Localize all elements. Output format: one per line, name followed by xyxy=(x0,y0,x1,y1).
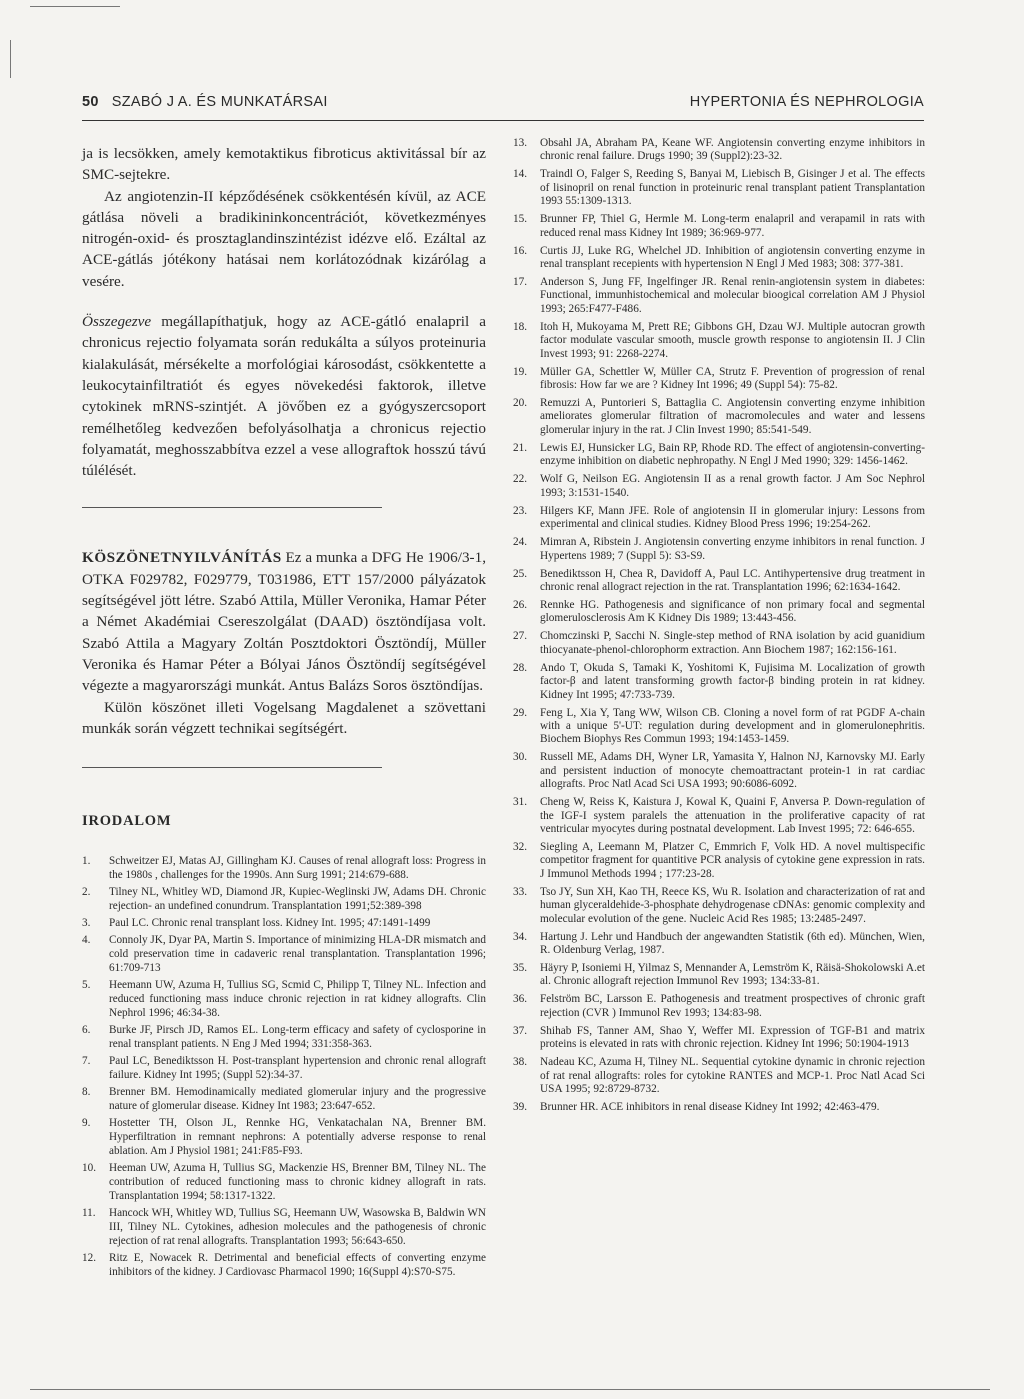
reference-item xyxy=(82,854,486,882)
reference-text: Shihab FS, Tanner AM, Shao Y, Weffer MI. Expression of TGF-B1 and matrix proteins is elevated in rats with chronic rejection. Kidney Int 1996; 50:1904-1913 xyxy=(540,1024,925,1051)
page-number: 50 xyxy=(82,94,99,110)
reference-item xyxy=(513,841,925,881)
reference-text: Curtis JJ, Luke RG, Whelchel JD. Inhibition of angiotensin converting enzyme in renal transplant recepients with hypertension N Engl J Med 1983; 308: 377-381. xyxy=(540,244,925,271)
reference-item xyxy=(513,751,925,791)
reference-number: 16. xyxy=(513,244,528,257)
reference-item xyxy=(513,1101,925,1114)
reference-text: Ando T, Okuda S, Tamaki K, Yoshitomi K, Fujisima M. Localization of growth factor-β and latent transforming growth factor-β binding protein in rat kidney. Kidney Int 1995; 47:733-739. xyxy=(540,661,925,701)
reference-item xyxy=(513,536,925,563)
divider-rule-2 xyxy=(82,767,382,768)
reference-number: 6. xyxy=(82,1024,91,1037)
reference-number: 32. xyxy=(513,840,528,853)
reference-text: Connoly JK, Dyar PA, Martin S. Importance of minimizing HLA-DR mismatch and cold preservation time in cadaveric renal transplantation. Transplantation 1996; 61:709-713 xyxy=(109,934,486,975)
reference-text: Russell ME, Adams DH, Wyner LR, Yamasita Y, Halnon NJ, Karnovsky MJ. Early and persistent induction of monocyte chemoattractant protein-1 in rat cardiac allografts. Proc Natl Acad Sci USA 1993; 90:6086-6092. xyxy=(540,751,925,791)
reference-text: Schweitzer EJ, Matas AJ, Gillingham KJ. Causes of renal allograft loss: Progress in the 1980s , challenges for the 1990s. Ann Surg 1991; 214:679-688. xyxy=(109,855,486,882)
reference-text: Rennke HG. Pathogenesis and significance of non primary focal and segmental glomerulosclerosis Am K Kidney Dis 1989; 13:443-456. xyxy=(540,598,925,625)
reference-number: 30. xyxy=(513,751,528,764)
references-list-right xyxy=(513,137,925,1114)
reference-item xyxy=(513,796,925,836)
reference-number: 8. xyxy=(82,1086,91,1099)
reference-text: Nadeau KC, Azuma H, Tilney NL. Sequential cytokine dynamic in chronic rejection of rat renal allografts: roles for cytokine RANTES and MCP-1. Proc Natl Acad Sci USA 1995; 92:8729-8732. xyxy=(540,1056,925,1096)
reference-item xyxy=(513,707,925,747)
acknowledgement-paragraph-2: Külön köszönet illeti Vogelsang Magdalenet a szövettani munkák során végzett technikai segítségért. xyxy=(82,698,486,737)
reference-item xyxy=(513,962,925,989)
reference-item xyxy=(513,442,925,469)
reference-number: 23. xyxy=(513,504,528,517)
reference-item xyxy=(513,662,925,702)
reference-item xyxy=(82,1023,486,1051)
reference-item xyxy=(82,1085,486,1113)
reference-text: Burke JF, Pirsch JD, Ramos EL. Long-term efficacy and safety of cyclosporine in renal transplant patients. N Eng J Med 1994; 331:358-363. xyxy=(109,1024,486,1051)
divider-rule-1 xyxy=(82,507,382,508)
reference-text: Hostetter TH, Olson JL, Rennke HG, Venkatachalan NA, Brenner BM. Hyperfiltration in remnant nephrons: A potentially adverse response to renal ablation. Am J Physiol 1981; 241:F85-F93. xyxy=(109,1117,486,1158)
reference-text: Heeman UW, Azuma H, Tullius SG, Mackenzie HS, Brenner BM, Tilney NL. The contribution of reduced functioning mass to chronic kidney allograft in rats. Transplantation 1994; 58:1317-1322. xyxy=(109,1162,486,1203)
reference-text: Häyry P, Isoniemi H, Yilmaz S, Mennander A, Lemström K, Räisä-Shokolowski A.et al. Chronic allograft rejection Immunol Rev 1993; 134:33-81. xyxy=(540,962,925,988)
reference-item xyxy=(513,168,925,208)
reference-number: 34. xyxy=(513,930,528,943)
reference-item xyxy=(82,1206,486,1248)
reference-text: Brunner FP, Thiel G, Hermle M. Long-term enalapril and verapamil in rats with reduced renal mass Kidney Int 1989; 36:969-977. xyxy=(540,213,925,239)
reference-text: Anderson S, Jung FF, Ingelfinger JR. Renal renin-angiotensin system in diabetes: Functional, immunhistochemical and molecular bioogical correlation AM J Physiol 1993; 265:F477-F486. xyxy=(540,276,925,315)
reference-number: 17. xyxy=(513,276,528,289)
acknowledgement-text: Ez a munka a DFG He 1906/3-1, OTKA F029782, F029779, T031986, ETT 157/2000 pályázatok segítségével jött létre. Szabó Attila, Müller Veronika, Hamar Péter a Német Akadémiai Csereszolgálat (DAAD) ösztöndíjasa volt. Szabó Attila a Magyary Zoltán Posztdoktori Ösztöndíj, Müller Veronika és Hamar Péter a Bólyai János Ösztöndíj segítségével végezte a magyarországi munkát. Antus Balázs Soros ösztöndíjas. xyxy=(82,549,486,695)
reference-text: Remuzzi A, Puntorieri S, Battaglia C. Angiotensin converting enzyme inhibition ameliorates glomerular filtration of macromolecules and water and lessens glomerular injury in the rat. J Clin Invest 1990; 85:541-549. xyxy=(540,397,925,436)
body-paragraph-1: ja is lecsökken, amely kemotaktikus fibroticus aktivitással bír az SMC-sejtekre. xyxy=(82,145,486,184)
reference-text: Felström BC, Larsson E. Pathogenesis and treatment prospectives of chronic graft rejection (CVR ) Immunol Rev 1993; 134:83-98. xyxy=(540,993,925,1019)
reference-item xyxy=(513,886,925,926)
reference-text: Hartung J. Lehr und Handbuch der angewandten Statistik (6th ed). München, Wien, R. Oldenburg Verlag, 1987. xyxy=(540,930,925,956)
reference-number: 28. xyxy=(513,661,528,674)
acknowledgement-title: KÖSZÖNETNYILVÁNÍTÁS xyxy=(82,549,282,567)
reference-text: Feng L, Xia Y, Tang WW, Wilson CB. Cloning a novel form of rat PGDF A-chain with a unique 5'-UT: regulation during development and in glomerulonephritis. Biochem Biophys Res Commun 1993; 194:1453-1459. xyxy=(540,706,925,746)
left-column xyxy=(82,143,486,1282)
reference-number: 31. xyxy=(513,796,528,809)
reference-number: 15. xyxy=(513,213,528,226)
scan-margin-line xyxy=(10,40,11,78)
reference-number: 24. xyxy=(513,536,528,549)
reference-text: Ritz E, Nowacek R. Detrimental and beneficial effects of converting enzyme inhibitors of the kidney. J Cardiovasc Pharmacol 1990; 16(Suppl 4):S70-S75. xyxy=(109,1252,486,1279)
reference-number: 22. xyxy=(513,473,528,486)
reference-item xyxy=(513,397,925,437)
reference-item xyxy=(82,1116,486,1158)
header-authors: SZABÓ J A. ÉS MUNKATÁRSAI xyxy=(111,94,328,110)
reference-text: Brunner HR. ACE inhibitors in renal disease Kidney Int 1992; 42:463-479. xyxy=(540,1101,880,1114)
scan-bottom-line xyxy=(30,1389,990,1390)
reference-number: 38. xyxy=(513,1056,528,1069)
reference-item xyxy=(513,1056,925,1096)
reference-item xyxy=(513,213,925,240)
reference-text: Hancock WH, Whitley WD, Tullius SG, Heemann UW, Wasowska B, Baldwin WN III, Tilney NL. Cytokines, adhesion molecules and the pathogenesis of chronic rejection of rat renal allografts. Transplantation 1993; 56:643-650. xyxy=(109,1207,486,1248)
reference-text: Müller GA, Schettler W, Müller CA, Strutz F. Prevention of progression of renal fibrosis: How far we are ? Kidney Int 1996; 49 (Suppl 54): 75-82. xyxy=(540,365,925,392)
reference-text: Chomczinski P, Sacchi N. Single-step method of RNA isolation by acid guanidium thiocyanate-phenol-chlorophorm extraction. Ann Biochem 1987; 162:156-161. xyxy=(540,630,925,656)
reference-item xyxy=(82,933,486,975)
reference-item xyxy=(82,978,486,1020)
reference-text: Heemann UW, Azuma H, Tullius SG, Scmid C, Philipp T, Tilney NL. Infection and reduced functioning mass induce chronic rejection in rat kidney allografts. Clin Nephrol 1996; 46:34-38. xyxy=(109,979,486,1020)
reference-number: 26. xyxy=(513,598,528,611)
reference-text: Paul LC. Chronic renal transplant loss. Kidney Int. 1995; 47:1491-1499 xyxy=(109,917,431,930)
reference-text: Lewis EJ, Hunsicker LG, Bain RP, Rhode RD. The effect of angiotensin-converting-enzyme inhibition on diabetic nephropathy. N Engl J Med 1990; 329: 1456-1462. xyxy=(540,441,925,468)
reference-number: 19. xyxy=(513,365,528,378)
reference-item xyxy=(82,1161,486,1203)
reference-number: 3. xyxy=(82,917,91,930)
reference-number: 29. xyxy=(513,706,528,719)
reference-text: Wolf G, Neilson EG. Angiotensin II as a renal growth factor. J Am Soc Nephrol 1993; 3:1531-1540. xyxy=(540,473,925,499)
reference-item xyxy=(513,473,925,500)
reference-number: 21. xyxy=(513,441,528,454)
reference-item xyxy=(513,568,925,595)
reference-text: Mimran A, Ribstein J. Angiotensin converting enzyme inhibitors in renal function. J Hypertens 1989; 7 (Suppl 5): S3-S9. xyxy=(540,536,925,562)
reference-item xyxy=(513,505,925,532)
reference-item xyxy=(513,276,925,316)
reference-number: 7. xyxy=(82,1055,91,1068)
reference-text: Paul LC, Benediktsson H. Post-transplant hypertension and chronic renal allograft failure. Kidney Int 1995; (Suppl 52):34-37. xyxy=(109,1055,486,1082)
acknowledgement-paragraph xyxy=(82,547,486,696)
reference-number: 13. xyxy=(513,137,528,149)
reference-number: 35. xyxy=(513,962,528,974)
right-column xyxy=(513,137,925,1119)
reference-number: 36. xyxy=(513,993,528,1006)
reference-number: 14. xyxy=(513,168,528,181)
reference-item xyxy=(513,993,925,1020)
reference-text: Tso JY, Sun XH, Kao TH, Reece KS, Wu R. Isolation and characterization of rat and human glyceraldehide-3-phosphate dehydrogenase cDNAs: genomic complexity and molecular evolution of the gene. Nucleic Acid Res 1985; 13:2485-2497. xyxy=(540,885,925,925)
references-title: IRODALOM xyxy=(82,813,172,830)
reference-item xyxy=(82,1054,486,1082)
reference-item xyxy=(513,931,925,958)
body-paragraph-2: Az angiotenzin-II képződésének csökkentésén kívül, az ACE gátlása növeli a bradikininkoncentrációt, következményes nitrogén-oxid- és prosztaglandinszintézist idézve elő. Ezáltal az ACE-gátlás jótékony hatásai nem korlátozódnak kizárólag a vesére. xyxy=(82,187,486,290)
reference-number: 1. xyxy=(82,855,91,868)
reference-item xyxy=(82,916,486,930)
summary-text: megállapíthatjuk, hogy az ACE-gátló enalapril a chronicus rejectio folyamata során redukálta a súlyos proteinuria kialakulását, mérsékelte a morfológiai károsodást, csökkentette a leukocytainfiltratiót és egyes növekedési faktorok, illetve cytokinek mRNS-szintjét. A jövőben ez a gyógyszercsoport remélhetőleg kedvezően befolyásolhatja a chronicus rejectio folyamatát, meghosszabbítva ezzel a vese allograftok hosszú távú túlélését. xyxy=(82,313,486,480)
reference-text: Obsahl JA, Abraham PA, Keane WF. Angiotensin converting enzyme inhibitors in chronic renal failure. Drugs 1990; 39 (Suppl2):23-32. xyxy=(540,137,925,163)
reference-item xyxy=(513,137,925,164)
reference-item xyxy=(82,1251,486,1279)
reference-number: 9. xyxy=(82,1117,91,1130)
reference-number: 18. xyxy=(513,320,528,333)
reference-number: 39. xyxy=(513,1101,528,1114)
reference-item xyxy=(82,885,486,913)
header-left xyxy=(82,94,328,110)
summary-paragraph xyxy=(82,311,486,481)
reference-number: 12. xyxy=(82,1252,96,1265)
reference-text: Siegling A, Leemann M, Platzer C, Emmrich F, Volk HD. A novel multispecific competitor fragment for quantitive PCR analysis of cytokine gene expression in rats. J Immunol Methods 1994 ; 177:23-28. xyxy=(540,840,925,880)
reference-item xyxy=(513,245,925,272)
reference-number: 33. xyxy=(513,885,528,898)
reference-text: Hilgers KF, Mann JFE. Role of angiotensin II in glomerular injury: Lessons from experimental and clinical studies. Kidney Blood Press 1996; 19:254-262. xyxy=(540,504,925,531)
reference-text: Brenner BM. Hemodinamically mediated glomerular injury and the progressive nature of glomerular disease. Kidney Int 1983; 23:647-652. xyxy=(109,1086,486,1113)
reference-text: Benediktsson H, Chea R, Davidoff A, Paul LC. Antihypertensive drug treatment in chronic renal allogract rejection in the rat. Transplantation 1996; 62:1634-1642. xyxy=(540,567,925,593)
reference-number: 2. xyxy=(82,886,91,899)
reference-number: 10. xyxy=(82,1162,96,1175)
reference-text: Traindl O, Falger S, Reeding S, Banyai M, Liebisch B, Gisinger J et al. The effects of lisinopril on renal function in proteinuric renal transplant patient Transplantation 1993 55:1309-1313. xyxy=(540,168,925,208)
reference-number: 5. xyxy=(82,979,91,992)
reference-item xyxy=(513,599,925,626)
references-list-left xyxy=(82,854,486,1279)
reference-number: 27. xyxy=(513,630,528,643)
reference-text: Tilney NL, Whitley WD, Diamond JR, Kupiec-Weglinski JW, Adams DH. Chronic rejection- an undefined conundrum. Transplantation 1991;52:389-398 xyxy=(109,886,486,913)
reference-number: 25. xyxy=(513,567,528,580)
reference-item xyxy=(513,321,925,361)
reference-item xyxy=(513,366,925,393)
running-header xyxy=(82,94,924,121)
reference-text: Cheng W, Reiss K, Kaistura J, Kowal K, Quaini F, Anversa P. Down-regulation of the IGF-I system paralels the attenuation in the proliferative capacity of rat ventricular myocytes during postnatal development. Lab Invest 1995; 72: 646-655. xyxy=(540,796,925,835)
reference-item xyxy=(513,1025,925,1052)
reference-number: 4. xyxy=(82,934,91,947)
scan-top-line xyxy=(30,6,120,7)
reference-number: 20. xyxy=(513,397,528,410)
reference-number: 11. xyxy=(82,1207,96,1220)
header-journal: HYPERTONIA ÉS NEPHROLOGIA xyxy=(689,94,924,110)
reference-item xyxy=(513,630,925,657)
reference-number: 37. xyxy=(513,1024,528,1037)
reference-text: Itoh H, Mukoyama M, Prett RE; Gibbons GH, Dzau WJ. Multiple autocran growth factor modulate vascular smooth, muscle growth response to angiotensin II. J Clin Invest 1993; 91: 2268-2274. xyxy=(540,320,925,360)
summary-lead: Összegezve xyxy=(82,313,152,331)
